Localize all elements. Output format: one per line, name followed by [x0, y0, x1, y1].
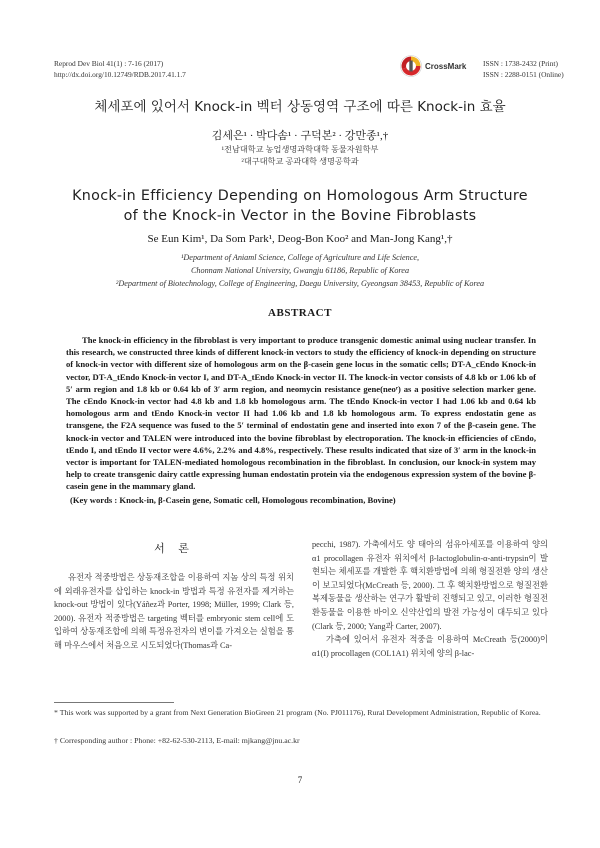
keywords: (Key words : Knock-in, β-Casein gene, Somatic cell, Homologous recombination, Bovine) [70, 495, 396, 505]
funding-footnote: * This work was supported by a grant from Next Generation BioGreen 21 program (No. PJ011176), Rural Development Administration, Republic of Korea. [54, 708, 541, 717]
english-affiliations [0, 251, 600, 290]
korean-affiliations [0, 144, 600, 167]
english-title-line-1: Knock-in Efficiency Depending on Homologous Arm Structure [72, 188, 528, 204]
crossmark-icon [400, 55, 422, 77]
doi-link[interactable]: http://dx.doi.org/10.12749/RDB.2017.41.1.7 [54, 70, 186, 79]
english-title-line-2: of the Knock-in Vector in the Bovine Fibroblasts [123, 208, 477, 224]
english-affiliation-2: ²Department of Biotechnology, College of Engineering, Daegu University, Gyeongsan 38453, Republic of Korea [115, 279, 485, 288]
crossmark-label: CrossMark [425, 62, 467, 71]
body-paragraph: 가축에 있어서 유전자 적중을 이용하여 McCreath 등(2000)이 α1(I) procollagen (COL1A1) 위치에 양의 β-lac- [312, 635, 548, 658]
english-title [0, 186, 600, 226]
body-paragraph: pecchi, 1987). 가축에서도 양 태아의 섬유아세포를 이용하여 양의 α1 procollagen 유전자 위치에서 β-lactoglobulin-α-anti-trypsin이 발현되는 체세포를 개발한 후 핵치환방법에 의해 형질전환 양의 생산이 보고되었다(McCreath 등, 2000). 그 후 핵치환방법으로 형질전환 복제동물을 생산하는 연구가 활발히 진행되고 있고, 이러한 형질전환동물을 이용한 바이오 신약산업의 발전 가능성이 대두되고 있다(Clark 등, 2000; Yang과 Carter, 2007). [312, 540, 548, 631]
journal-citation: Reprod Dev Biol 41(1) : 7-16 (2017) [54, 59, 164, 68]
korean-title: 체세포에 있어서 Knock-in 벡터 상동영역 구조에 따른 Knock-in 효율 [94, 99, 506, 115]
english-authors: Se Eun Kim¹, Da Som Park¹, Deog-Bon Koo² and Man-Jong Kang¹,† [147, 233, 453, 245]
section-heading-introduction: 서 론 [154, 542, 194, 555]
korean-affiliation-1: ¹전남대학교 농업생명과학대학 동물자원학부 [221, 145, 379, 154]
abstract-heading: ABSTRACT [268, 307, 332, 319]
corresponding-author-footnote: † Corresponding author : Phone: +82-62-530-2113, E-mail: mjkang@jnu.ac.kr [54, 736, 300, 745]
english-affiliation-1b: Chonnam National University, Gwangju 61186, Republic of Korea [190, 266, 410, 275]
issn-block [483, 58, 564, 80]
korean-affiliation-2: ²대구대학교 공과대학 생명공학과 [241, 156, 359, 166]
issn-online: ISSN : 2288-0151 (Online) [483, 70, 564, 79]
abstract-text: The knock-in efficiency in the fibroblast is very important to produce transgenic domestic animal using nuclear transfer. In this research, we constructed three kinds of different knock-in vectors to study the efficiency of knock-in depending on structure of knock-in vector with different size of homologous arm on the β-casein gene locus in the somatic cells; DT-A_cEndo Knock-in vector, DT-A_tEndo Knock-in vector I, and DT-A_tEndo Knock-in vector II. The knock-in vector consists of 4.8 kb or 1.06 kb of 5′ arm region and 1.8 kb or 0.64 kb of 3′ arm region, and neomycin resistance gene(neoʳ) as a positive selection marker gene. The cEndo Knock-in vector had 4.8 kb and 1.8 kb homologous arm. The tEndo Knock-in vector I had 1.06 kb and 0.64 kb homologous arm and tEndo Knock-in vector II had 1.06 kb and 1.8 kb homologous arm. To express endostatin gene as transgene, the F2A sequence was fused to the 5′ terminal of endostatin gene and inserted into exon 7 of the β-casein gene. The knock-in vector and TALEN were introduced into the bovine fibroblast by electroporation. The knock-in efficiencies of cEndo, tEndo I, and tEndo II vector were 4.6%, 2.2% and 4.8%, respectively. These results indicated that size of 3′ arm in the knock-in vector is important for TALEN-mediated homologous recombination in the fibroblast. In conclusion, our knock-in system may help to create transgenic dairy cattle expressing human endostatin protein via the endogenous expression system of the bovine β-casein gene in the mammary gland. [66, 335, 536, 492]
crossmark-badge[interactable] [400, 55, 480, 79]
body-left-column: 유전자 적중방법은 상동재조합을 이용하여 지놈 상의 특정 위치에 외래유전자를 삽입하는 knock-in 방법과 특정 유전자를 제거하는 knock-out 방법이 있다(Yáñez과 Porter, 1998; Müller, 1999; Clark 등, 2000). 유전자 적중방법은 targeting 벡터를 embryonic stem cell에 도입하여 상동재조합에 의해 특정유전자의 변이를 가져오는 실험을 통해 마우스에서 처음으로 시도되었다(Thomas과 Ca- [54, 573, 294, 650]
page-number: 7 [297, 775, 303, 785]
english-affiliation-1a: ¹Department of Aniaml Science, College of Agriculture and Life Science, [180, 253, 420, 262]
journal-header [54, 58, 186, 80]
body-right-column [312, 538, 548, 660]
korean-authors: 김세은¹ · 박다솜¹ · 구덕본² · 강만종¹,† [211, 130, 389, 142]
issn-print: ISSN : 1738-2432 (Print) [483, 59, 558, 68]
footnote-divider [54, 702, 174, 703]
